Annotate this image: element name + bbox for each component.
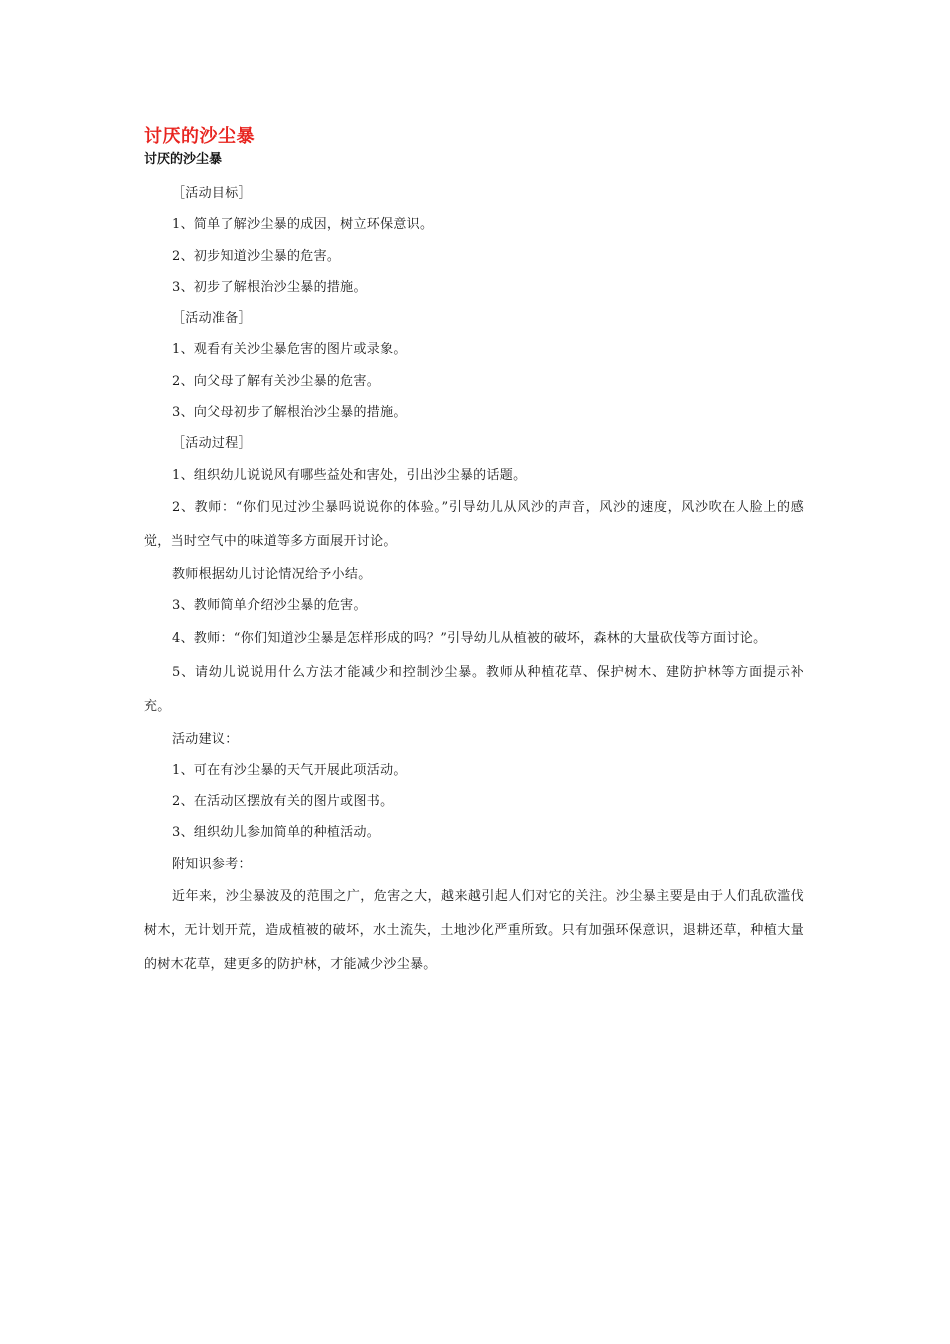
paragraph: 3、向父母初步了解根治沙尘暴的措施。	[172, 405, 407, 421]
paragraph: 3、教师简单介绍沙尘暴的危害。	[172, 598, 367, 614]
paragraph: 1、观看有关沙尘暴危害的图片或录象。	[172, 342, 407, 358]
paragraph: 1、组织幼儿说说风有哪些益处和害处，引出沙尘暴的话题。	[172, 467, 527, 483]
paragraph: 2、在活动区摆放有关的图片或图书。	[172, 794, 394, 810]
section-heading-suggestions: 活动建议：	[172, 731, 239, 747]
section-heading-preparation: ［活动准备］	[172, 311, 252, 327]
paragraph: 1、简单了解沙尘暴的成因，树立环保意识。	[172, 217, 434, 233]
paragraph: 5、请幼儿说说用什么方法才能减少和控制沙尘暴。教师从种植花草、保护树木、建防护林等方面提示补充。	[144, 664, 804, 714]
paragraph: 2、初步知道沙尘暴的危害。	[172, 248, 341, 264]
document-page	[144, 124, 804, 982]
paragraph: 3、初步了解根治沙尘暴的措施。	[172, 279, 367, 295]
paragraph: 2、向父母了解有关沙尘暴的危害。	[172, 373, 381, 389]
document-subtitle: 讨厌的沙尘暴	[144, 152, 223, 167]
paragraph: 1、可在有沙尘暴的天气开展此项活动。	[172, 762, 407, 778]
paragraph: 3、组织幼儿参加简单的种植活动。	[172, 825, 381, 841]
paragraph: 近年来，沙尘暴波及的范围之广，危害之大，越来越引起人们对它的关注。沙尘暴主要是由于人们乱砍滥伐树木，无计划开荒，造成植被的破坏，水土流失，土地沙化严重所致。只有加强环保意识，退耕还草，种植大量的树木花草，建更多的防护林，才能减少沙尘暴。	[144, 889, 804, 973]
section-heading-process: ［活动过程］	[172, 436, 252, 452]
section-heading-reference: 附知识参考：	[172, 856, 252, 872]
paragraph: 教师根据幼儿讨论情况给予小结。	[172, 566, 372, 582]
document-title: 讨厌的沙尘暴	[144, 126, 255, 147]
section-heading-goals: ［活动目标］	[172, 186, 252, 201]
paragraph: 2、教师：“你们见过沙尘暴吗说说你的体验。”引导幼儿从风沙的声音，风沙的速度，风沙吹在人脸上的感觉，当时空气中的味道等多方面展开讨论。	[144, 499, 804, 549]
paragraph: 4、教师：“你们知道沙尘暴是怎样形成的吗？”引导幼儿从植被的破坏，森林的大量砍伐等方面讨论。	[172, 630, 767, 646]
